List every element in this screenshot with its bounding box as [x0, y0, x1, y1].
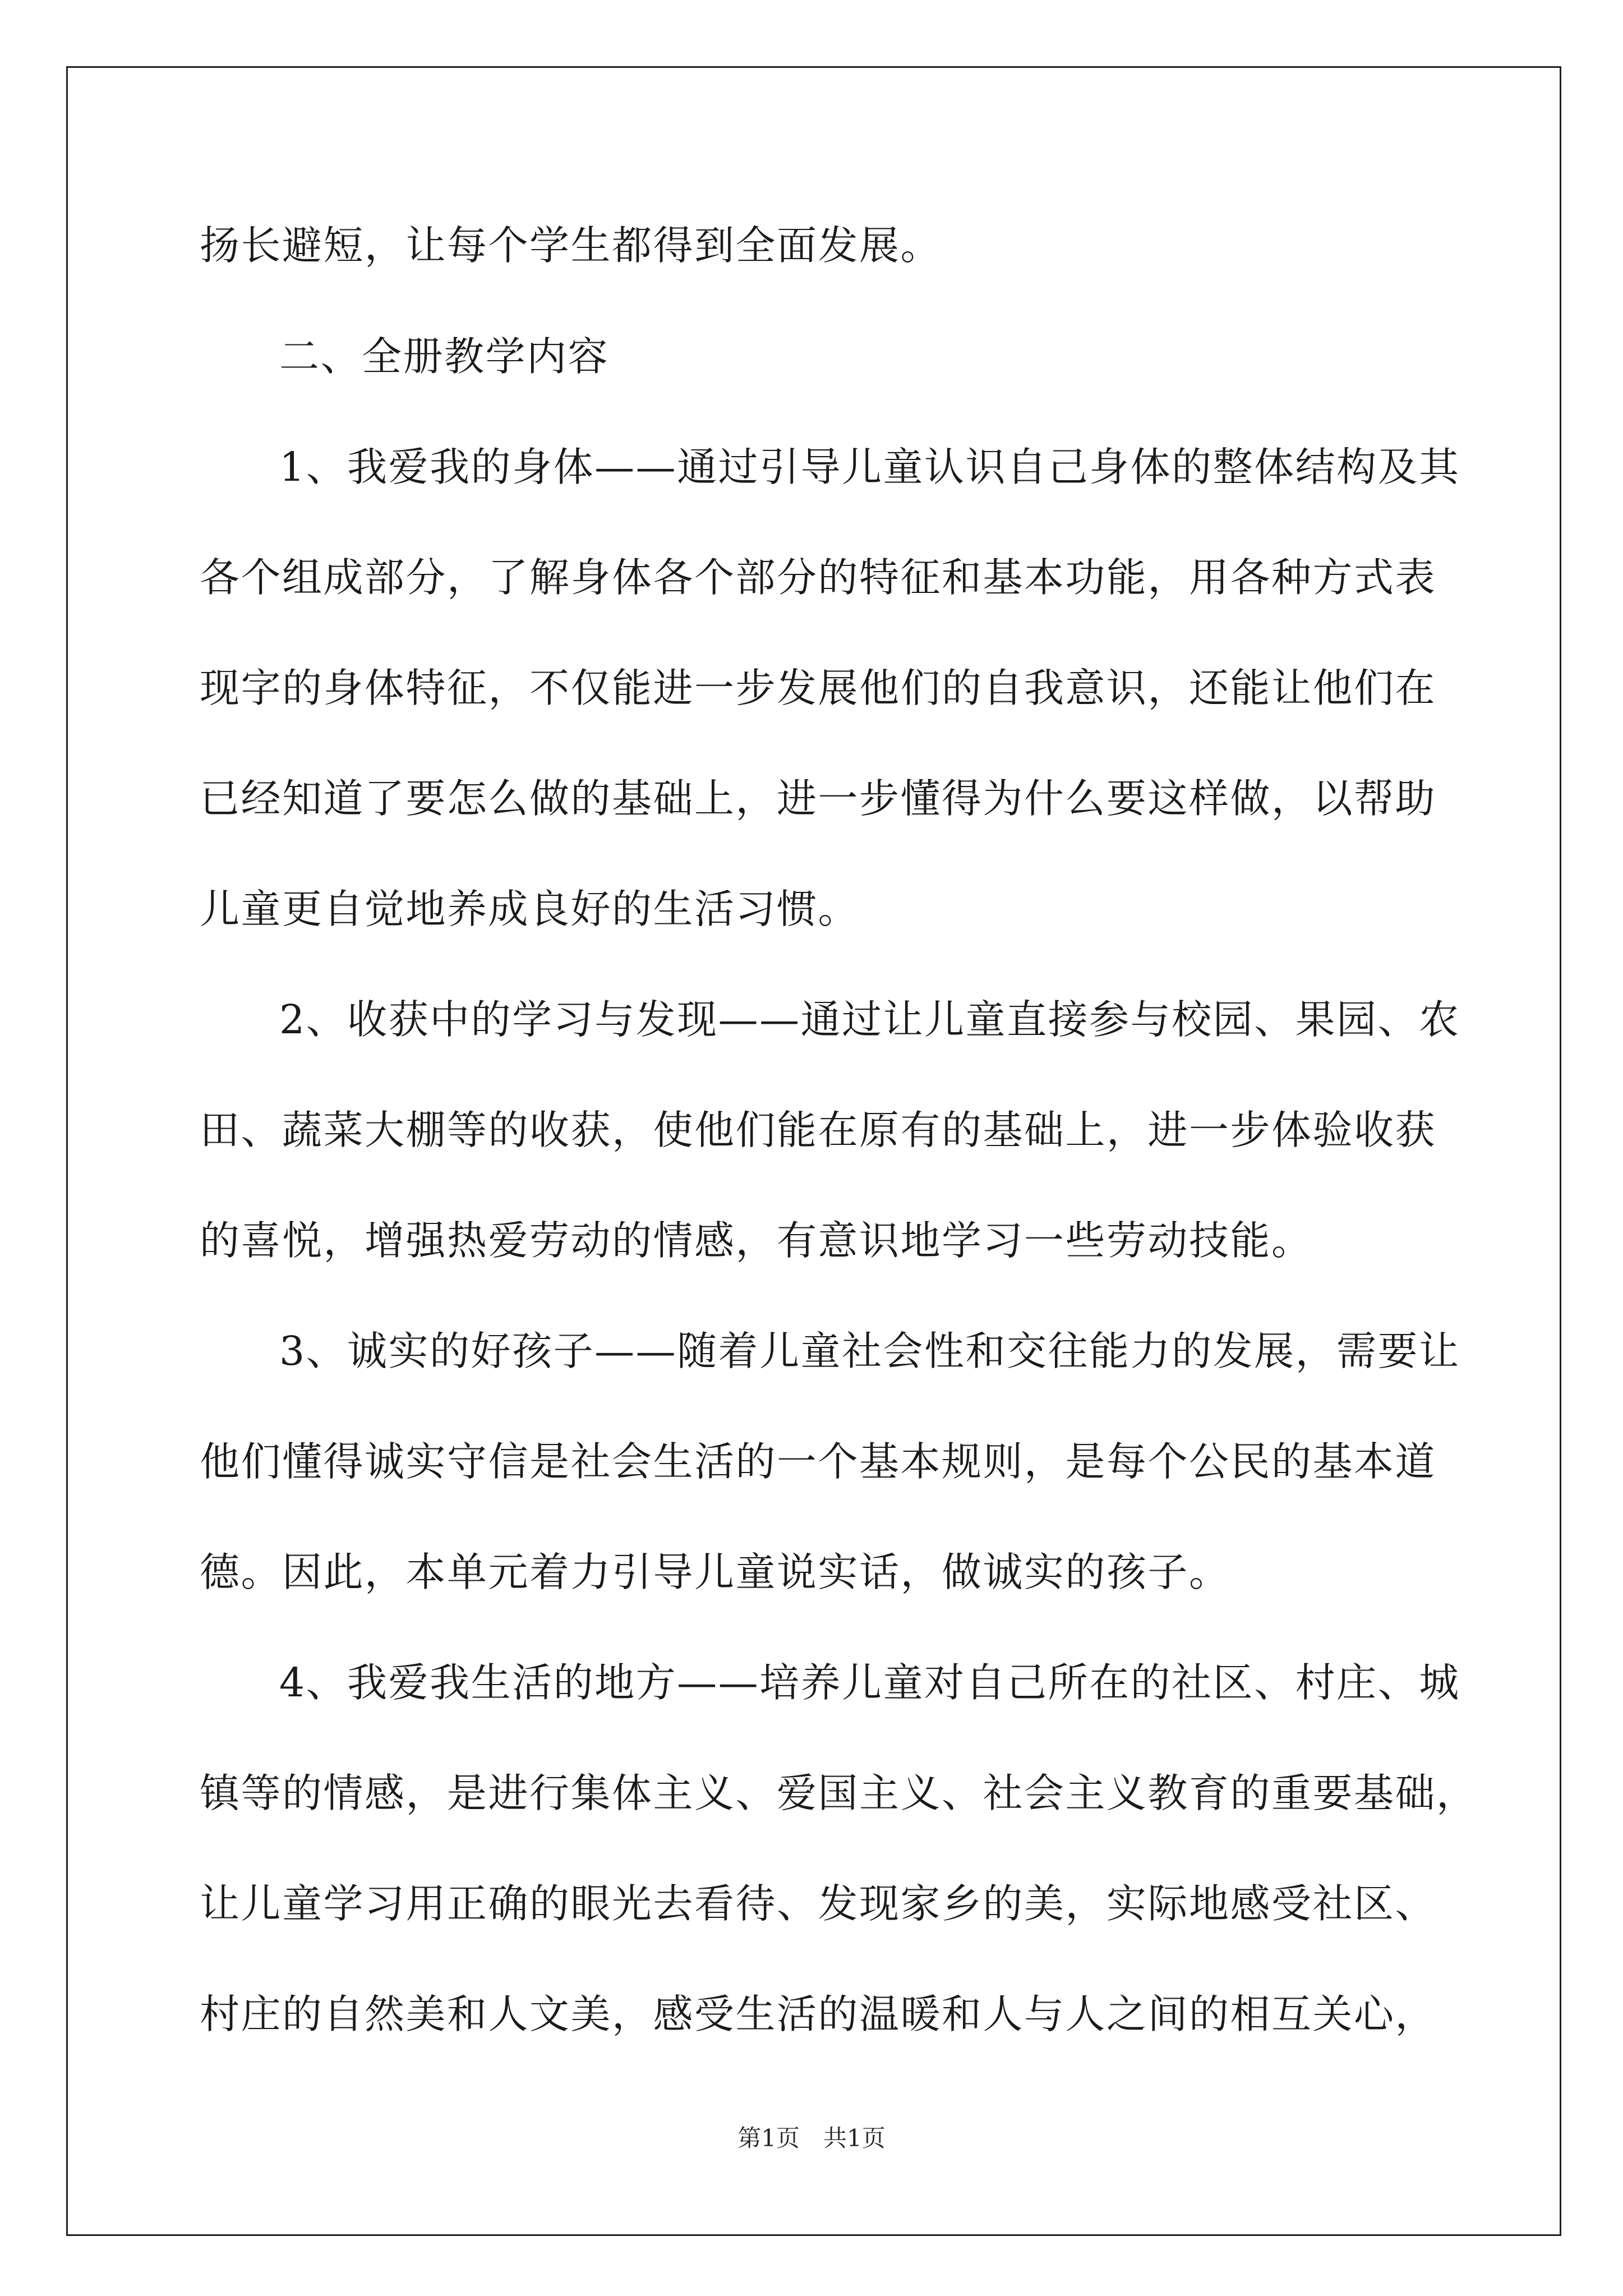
text-line: 已经知道了要怎么做的基础上，进一步懂得为什么要这样做，以帮助 [200, 775, 1437, 822]
text-line: 让儿童学习用正确的眼光去看待、发现家乡的美，实际地感受社区、 [200, 1880, 1437, 1927]
page-footer: 第1页 共1页 [737, 2124, 886, 2152]
text-line: 田、蔬菜大棚等的收获，使他们能在原有的基础上，进一步体验收获 [200, 1107, 1437, 1153]
text-line: 扬长避短，让每个学生都得到全面发展。 [200, 222, 942, 269]
text-line: 镇等的情感，是进行集体主义、爱国主义、社会主义教育的重要基础， [200, 1770, 1478, 1816]
text-line: 村庄的自然美和人文美，感受生活的温暖和人与人之间的相互关心， [200, 1991, 1437, 2037]
text-line: 德。因此，本单元着力引导儿童说实话，做诚实的孩子。 [200, 1549, 1230, 1595]
text-line: 1、我爱我的身体——通过引导儿童认识自己身体的整体结构及其 [279, 444, 1460, 490]
text-line: 各个组成部分，了解身体各个部分的特征和基本功能，用各种方式表 [200, 554, 1437, 601]
section-heading: 二、全册教学内容 [279, 333, 610, 380]
text-line: 3、诚实的好孩子——随着儿童社会性和交往能力的发展，需要让 [279, 1328, 1460, 1374]
text-line: 现字的身体特征，不仅能进一步发展他们的自我意识，还能让他们在 [200, 665, 1437, 711]
text-line: 他们懂得诚实守信是社会生活的一个基本规则，是每个公民的基本道 [200, 1438, 1437, 1485]
text-line: 2、收获中的学习与发现——通过让儿童直接参与校园、果园、农 [279, 996, 1460, 1043]
text-line: 4、我爱我生活的地方——培养儿童对自己所在的社区、村庄、城 [279, 1659, 1460, 1706]
text-line: 儿童更自觉地养成良好的生活习惯。 [200, 886, 860, 932]
text-line: 的喜悦，增强热爱劳动的情感，有意识地学习一些劳动技能。 [200, 1217, 1313, 1264]
